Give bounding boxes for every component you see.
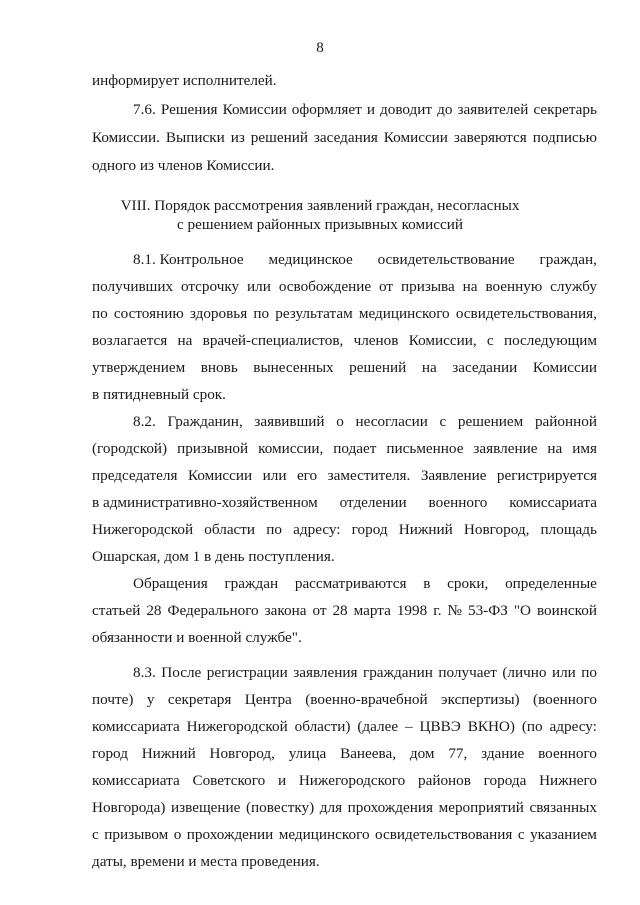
paragraph-7-6-line-3: одного из членов Комиссии. [92, 157, 275, 174]
word: улица [288, 745, 327, 762]
word: возлагается [92, 332, 168, 349]
word: почте) [92, 691, 134, 708]
word: призывом [104, 826, 169, 843]
word: из [230, 129, 245, 146]
word: от [312, 602, 327, 619]
word: 1998 [396, 602, 428, 619]
paragraph-8-2-line-5 [92, 522, 597, 537]
word: службу [550, 278, 597, 295]
paragraph-8-2-line-3 [92, 468, 597, 483]
word: Нижегородского [298, 772, 406, 789]
word: медицинское [268, 251, 353, 268]
word: на [421, 359, 437, 376]
word: области [204, 521, 256, 538]
word: заверяются [453, 129, 527, 146]
word: по [253, 305, 270, 322]
paragraph-appeals-line-3: обязанности и военной службе". [92, 629, 302, 646]
word: здоровья [189, 305, 248, 322]
word: адресу: [293, 521, 341, 538]
word: Советского [192, 772, 266, 789]
word: оформляет [291, 101, 362, 118]
word: (по [521, 718, 543, 735]
paragraph-8-2-line-1 [133, 414, 597, 429]
word: заявления [293, 664, 358, 681]
word: Комиссии [383, 129, 448, 146]
paragraph-8-3-line-4 [92, 746, 597, 761]
word: заявителей [457, 101, 529, 118]
word: или [551, 664, 576, 681]
word: получивших [92, 278, 174, 295]
word: Федерального [167, 602, 259, 619]
word: председателя [92, 467, 178, 484]
word: призыва [400, 278, 455, 295]
word: сроки, [447, 575, 489, 592]
word: экспертизы) [441, 691, 520, 708]
paragraph-8-3-line-6 [92, 800, 597, 815]
word: (военно-врачебной [305, 691, 428, 708]
word: и [366, 101, 375, 118]
word: освидетельствование [377, 251, 515, 268]
paragraph-appeals-line-2 [92, 603, 597, 618]
word: Нижегородской [92, 521, 194, 538]
word: заседании [452, 359, 518, 376]
word: определенные [505, 575, 597, 592]
word: граждан [224, 575, 279, 592]
word: районов [417, 772, 471, 789]
word: о [173, 826, 182, 843]
word: утверждением [92, 359, 186, 376]
word: вынесенных [253, 359, 334, 376]
word: адресу: [549, 718, 597, 735]
word: Комиссии [187, 467, 253, 484]
word: ВКНО) [467, 718, 515, 735]
word: по [92, 305, 108, 322]
text-line: информирует исполнителей. [92, 72, 277, 89]
word: (лично [502, 664, 547, 681]
word: 8.2. [133, 413, 156, 430]
word: Новгород, [463, 521, 530, 538]
word: 28 [146, 602, 162, 619]
word: статьей [92, 602, 141, 619]
paragraph-8-1-line-1 [133, 252, 597, 267]
word: регистрации [206, 664, 288, 681]
word: врачей-специалистов, [202, 332, 344, 349]
word: марта [353, 602, 391, 619]
word: 28 [332, 602, 348, 619]
word: отделении [339, 494, 407, 511]
word: имя [572, 440, 597, 457]
word: по [581, 664, 597, 681]
word: заявивший [254, 413, 325, 430]
paragraph-8-3-line-8: даты, времени и места проведения. [92, 853, 320, 870]
word: на [547, 440, 563, 457]
word: секретаря [167, 691, 232, 708]
word: 8.1. Контрольное [133, 251, 244, 268]
word: последующим [503, 332, 597, 349]
word: комиссии, [258, 440, 324, 457]
paragraph-8-1-line-5 [92, 360, 597, 375]
word: районной [534, 413, 597, 430]
word: 53-ФЗ [467, 602, 508, 619]
word: на [177, 332, 193, 349]
word: 8.3. [133, 664, 156, 681]
word: Обращения [133, 575, 208, 592]
word: Нижний [141, 745, 196, 762]
word: секретарь [533, 101, 597, 118]
word: Комиссии. [92, 129, 160, 146]
word: заместителя. [327, 467, 411, 484]
word: в административно-хозяйственном [92, 494, 318, 511]
word: извещение [171, 799, 241, 816]
paragraph-8-2-line-2 [92, 441, 597, 456]
word: Комиссии [532, 359, 597, 376]
word: решений [250, 129, 308, 146]
word: отсрочку [180, 278, 240, 295]
word: Комиссии, [408, 332, 477, 349]
word: заявление [473, 440, 538, 457]
word: получает [438, 664, 497, 681]
paragraph-appeals-line-1 [133, 576, 597, 591]
word: комиссариата [92, 772, 180, 789]
word: гражданин [362, 664, 433, 681]
paragraph-8-3-line-7 [92, 827, 597, 842]
word: Центра [244, 691, 292, 708]
word: воинской [536, 602, 597, 619]
word: вновь [200, 359, 238, 376]
page-number: 8 [316, 40, 324, 56]
paragraph-8-1-line-6: в пятидневный срок. [92, 386, 226, 403]
word: решений [349, 359, 407, 376]
word: город [351, 521, 388, 538]
word: г. [433, 602, 442, 619]
word: № [447, 602, 462, 619]
word: от [379, 278, 394, 295]
word: дом [409, 745, 435, 762]
word: рассматриваются [294, 575, 407, 592]
word: – [405, 718, 413, 735]
paragraph-8-2-line-6: Ошарская, дом 1 в день поступления. [92, 548, 335, 565]
word: медицинского [358, 305, 450, 322]
paragraph-8-1-line-2 [92, 279, 597, 294]
word: площадь [540, 521, 597, 538]
word: мероприятий [438, 799, 524, 816]
word: по [266, 521, 282, 538]
word: Новгорода) [92, 799, 166, 816]
word: город [92, 745, 128, 762]
word: здание [481, 745, 525, 762]
word: граждан, [539, 251, 597, 268]
word: освидетельствования, [455, 305, 597, 322]
word: Нижегородской [186, 718, 288, 735]
word: ЦВВЭ [419, 718, 461, 735]
word: о [336, 413, 344, 430]
word: решением [457, 413, 524, 430]
word: области) [294, 718, 351, 735]
word: прохождении [186, 826, 274, 843]
word: на [462, 278, 478, 295]
word: или [247, 278, 271, 295]
word: Новгород, [209, 745, 275, 762]
word: комиссариата [509, 494, 597, 511]
word: подписью [532, 129, 597, 146]
word: После [161, 664, 202, 681]
word: (военного [533, 691, 597, 708]
word: военного [428, 494, 488, 511]
word: состоянию [113, 305, 184, 322]
word: закона [264, 602, 307, 619]
paragraph-8-1-line-4 [92, 333, 597, 348]
word: военную [485, 278, 543, 295]
word: с [486, 332, 494, 349]
word: Нижний [398, 521, 453, 538]
paragraph-8-3-line-5 [92, 773, 597, 788]
word: медицинского [278, 826, 370, 843]
word: "О [513, 602, 531, 619]
word: освидетельствования [375, 826, 513, 843]
word: военного [538, 745, 597, 762]
word: Комиссии [222, 101, 287, 118]
word: регистрируется [496, 467, 597, 484]
word: прохождения [347, 799, 434, 816]
word: результатам [275, 305, 353, 322]
paragraph-8-2-line-4 [92, 495, 597, 510]
word: города [483, 772, 527, 789]
word: Заявление [420, 467, 487, 484]
word: до [437, 101, 453, 118]
word: подает [333, 440, 377, 457]
word: Решения [160, 101, 218, 118]
section-heading-line-1: VIII. Порядок рассмотрения заявлений граждан, несогласных [120, 197, 520, 214]
word: указанием [530, 826, 597, 843]
word: (городской) [92, 440, 168, 457]
word: доводит [380, 101, 433, 118]
paragraph-7-6-line-1 [133, 102, 597, 117]
word: 77, [448, 745, 468, 762]
word: в [423, 575, 431, 592]
word: 7.6. [133, 101, 156, 118]
word: комиссариата [92, 718, 180, 735]
word: Выписки [165, 129, 225, 146]
paragraph-8-1-line-3 [92, 306, 597, 321]
word: его [296, 467, 318, 484]
word: Гражданин, [167, 413, 243, 430]
word: связанных [529, 799, 597, 816]
word: с [439, 413, 447, 430]
word: Нижнего [539, 772, 597, 789]
word: письменное [386, 440, 464, 457]
paragraph-8-3-line-2 [92, 692, 597, 707]
word: членов [353, 332, 399, 349]
word: или [262, 467, 287, 484]
word: и [277, 772, 287, 789]
word: Ванеева, [340, 745, 397, 762]
word: несогласии [355, 413, 428, 430]
word: призывной [177, 440, 249, 457]
paragraph-7-6-line-2 [92, 130, 597, 145]
word: с [517, 826, 525, 843]
section-heading-line-2: с решением районных призывных комиссий [177, 216, 463, 233]
word: заседания [313, 129, 378, 146]
word: для [319, 799, 343, 816]
word: с [92, 826, 99, 843]
paragraph-8-3-line-3 [92, 719, 597, 734]
word: у [146, 691, 155, 708]
word: освобождение [278, 278, 372, 295]
word: (повестку) [246, 799, 315, 816]
word: (далее [357, 718, 399, 735]
paragraph-8-3-line-1 [133, 665, 597, 680]
